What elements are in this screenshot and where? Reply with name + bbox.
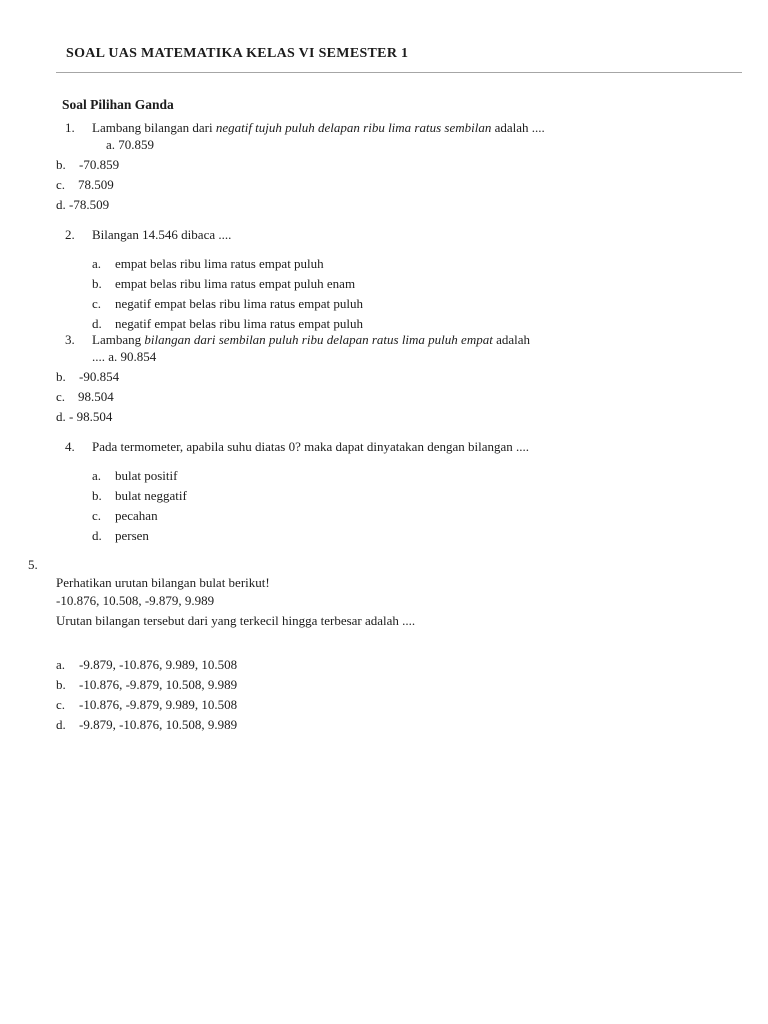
option-text: empat belas ribu lima ratus empat puluh [115, 256, 324, 271]
q2-option-c [92, 296, 363, 312]
q2-option-a [92, 256, 324, 272]
question-number: 2. [65, 227, 75, 242]
q1-option-d [56, 197, 109, 213]
question-text-italic: bilangan dari sembilan puluh ribu delapan ratus lima puluh empat [144, 332, 493, 347]
question-3 [65, 332, 530, 348]
option-label: d. [92, 528, 102, 543]
option-label: b. [92, 276, 102, 291]
question-1 [65, 120, 545, 136]
option-label: d. [92, 316, 102, 331]
option-text: negatif empat belas ribu lima ratus empat puluh [115, 316, 364, 331]
q4-option-b [92, 488, 187, 504]
q2-option-b [92, 276, 355, 292]
option-text: - 98.504 [69, 409, 113, 424]
q2-option-d [92, 316, 363, 332]
option-label: b. [92, 488, 102, 503]
option-text: -78.509 [69, 197, 110, 212]
question-text-post: adalah [492, 332, 530, 347]
question-text-italic: negatif tujuh puluh delapan ribu lima ratus sembilan [215, 120, 492, 135]
option-text: -9.879, -10.876, 10.508, 9.989 [79, 717, 238, 732]
q5-option-b [56, 677, 237, 693]
option-text: empat belas ribu lima ratus empat puluh enam [115, 276, 356, 291]
option-label: c. [92, 508, 102, 523]
question-text-cont: .... [92, 349, 105, 364]
option-text: persen [115, 528, 149, 543]
option-text: 78.509 [78, 177, 114, 192]
option-text: -70.859 [79, 157, 120, 172]
option-text: -10.876, -9.879, 10.508, 9.989 [79, 677, 238, 692]
option-text: 90.854 [120, 349, 157, 364]
option-label: b. [56, 157, 66, 172]
option-label: d. [56, 197, 66, 212]
header-divider [56, 72, 742, 73]
page-title: SOAL UAS MATEMATIKA KELAS VI SEMESTER 1 [66, 46, 409, 61]
option-label: a. [106, 137, 116, 152]
option-label: a. [56, 657, 66, 672]
option-text: pecahan [115, 508, 158, 523]
q5-option-d [56, 717, 237, 733]
option-text: -9.879, -10.876, 9.989, 10.508 [79, 657, 238, 672]
option-label: c. [92, 296, 102, 311]
option-label: c. [56, 389, 66, 404]
question-number: 3. [65, 332, 75, 347]
question-5-line-1: Perhatikan urutan bilangan bulat berikut! [56, 575, 270, 590]
question-number: 4. [65, 439, 75, 454]
question-text: Bilangan 14.546 dibaca .... [92, 227, 232, 242]
option-text: bulat positif [115, 468, 178, 483]
option-label: a. [92, 256, 102, 271]
question-text-pre: Lambang [92, 332, 145, 347]
option-text: 70.859 [118, 137, 155, 152]
question-2 [65, 227, 231, 243]
q4-option-c [92, 508, 158, 524]
q3-option-b [56, 369, 119, 385]
option-label: c. [56, 177, 66, 192]
option-label: a. [108, 349, 118, 364]
option-label: c. [56, 697, 66, 712]
q1-option-a [106, 137, 154, 153]
q5-option-a [56, 657, 237, 673]
q3-option-c [56, 389, 114, 405]
option-label: d. [56, 409, 66, 424]
q3-option-d [56, 409, 112, 425]
option-label: d. [56, 717, 66, 732]
question-number: 1. [65, 120, 75, 135]
question-5-number: 5. [28, 557, 38, 572]
question-text: Pada termometer, apabila suhu diatas 0? maka dapat dinyatakan dengan bilangan .... [92, 439, 529, 454]
section-heading: Soal Pilihan Ganda [62, 97, 174, 112]
option-text: -10.876, -9.879, 9.989, 10.508 [79, 697, 238, 712]
question-5-line-3: Urutan bilangan tersebut dari yang terkecil hingga terbesar adalah .... [56, 613, 416, 628]
q3-option-a [92, 349, 156, 365]
option-label: b. [56, 677, 66, 692]
option-text: -90.854 [79, 369, 120, 384]
q1-option-b [56, 157, 119, 173]
q1-option-c [56, 177, 114, 193]
question-text-pre: Lambang bilangan dari [92, 120, 216, 135]
q4-option-a [92, 468, 177, 484]
question-text-post: adalah .... [491, 120, 545, 135]
option-text: 98.504 [78, 389, 114, 404]
option-label: a. [92, 468, 102, 483]
option-text: negatif empat belas ribu lima ratus empat puluh [115, 296, 364, 311]
q5-option-c [56, 697, 237, 713]
question-4 [65, 439, 529, 455]
q4-option-d [92, 528, 149, 544]
option-label: b. [56, 369, 66, 384]
question-5-line-2: -10.876, 10.508, -9.879, 9.989 [56, 593, 215, 608]
option-text: bulat neggatif [115, 488, 187, 503]
